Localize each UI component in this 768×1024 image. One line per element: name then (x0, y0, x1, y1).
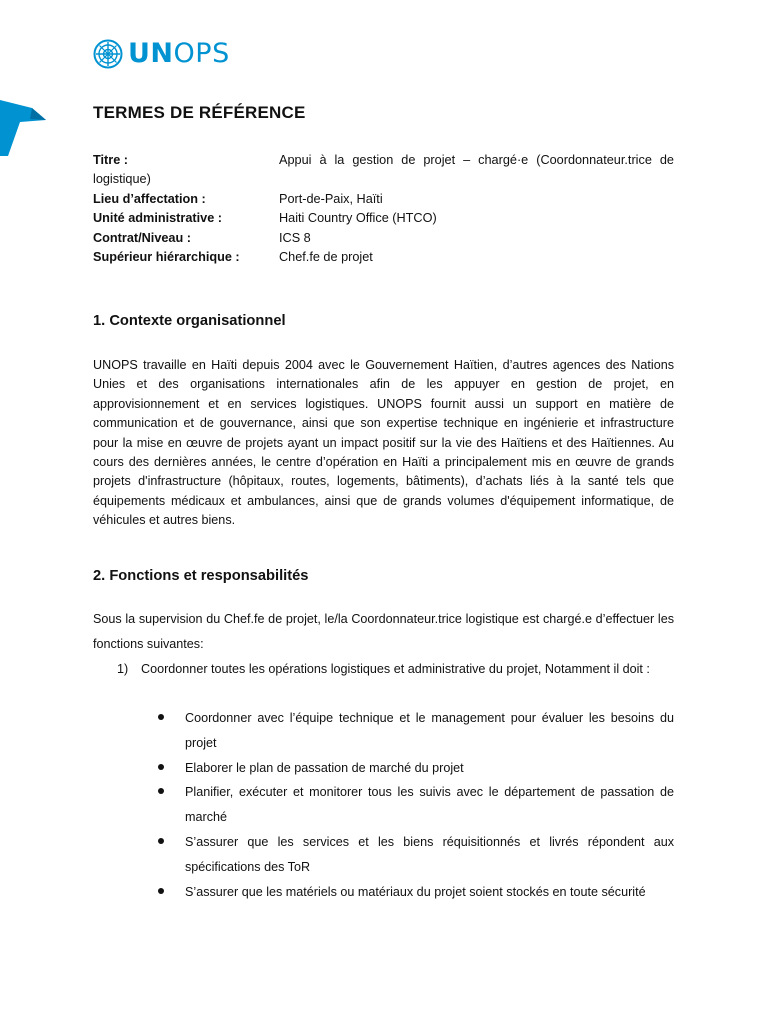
corner-ribbon-decoration (0, 100, 46, 156)
numbered-item-1: 1) Coordonner toutes les opérations logistiques et administrative du projet, Notamment il doit : (117, 662, 650, 676)
meta-row-lieu: Lieu d’affectation : Port-de-Paix, Haïti (93, 191, 383, 206)
bullet-list (158, 706, 674, 904)
section-2-heading: 2. Fonctions et responsabilités (93, 568, 309, 584)
document-title: TERMES DE RÉFÉRENCE (93, 103, 306, 122)
unops-logo (93, 38, 230, 70)
list-item: S’assurer que les matériels ou matériaux du projet soient stockés en toute sécurité (158, 880, 674, 905)
un-emblem-icon (93, 39, 123, 69)
bullet-icon (158, 788, 164, 794)
bullet-icon (158, 764, 164, 770)
section-2-intro: Sous la supervision du Chef.fe de projet, le/la Coordonnateur.trice logistique est chargé.e d’effectuer les fonctions suivantes: (93, 612, 674, 651)
meta-row-unite: Unité administrative : Haiti Country Office (HTCO) (93, 211, 437, 226)
section-1-heading: 1. Contexte organisationnel (93, 313, 286, 329)
list-item: Elaborer le plan de passation de marché du projet (158, 756, 674, 781)
meta-row-superieur: Supérieur hiérarchique : Chef.fe de projet (93, 250, 373, 265)
meta-block (93, 151, 674, 267)
section-1-paragraph: UNOPS travaille en Haïti depuis 2004 avec le Gouvernement Haïtien, d’autres agences des Nations Unies et des organisations internationales afin de les appuyer en gestion de projet, en approvisionnement et en services logistiques. UNOPS fournit aussi un support en matière de communication et de gouvernance, ainsi que son expertise technique en ingénierie et infrastructure pour la mise en œuvre de projets ayant un impact positif sur la vie des Haïtiens et des Haïtiennes. Au cours des dernières années, le centre d’opération en Haïti a principalement mis en œuvre de grands projets d'infrastructure (hôpitaux, routes, logements, bâtiments), d’achats liés à la santé tels que équipements médicaux et ambulances, ainsi que de grands volumes d'équipement informatique, de véhicules et autres biens. (93, 358, 674, 528)
meta-row-contrat: Contrat/Niveau : ICS 8 (93, 230, 311, 245)
list-item: Coordonner avec l’équipe technique et le management pour évaluer les besoins du projet (158, 706, 674, 756)
bullet-icon (158, 714, 164, 720)
bullet-icon (158, 838, 164, 844)
logo-wordmark: UNOPS (128, 38, 230, 69)
list-item: Planifier, exécuter et monitorer tous les suivis avec le département de passation de marché (158, 780, 674, 830)
list-item: S’assurer que les services et les biens réquisitionnés et livrés répondent aux spécifications des ToR (158, 830, 674, 880)
bullet-icon (158, 888, 164, 894)
meta-titre: Titre : Appui à la gestion de projet – chargé·e (Coordonnateur.trice de logistique) (93, 153, 674, 187)
